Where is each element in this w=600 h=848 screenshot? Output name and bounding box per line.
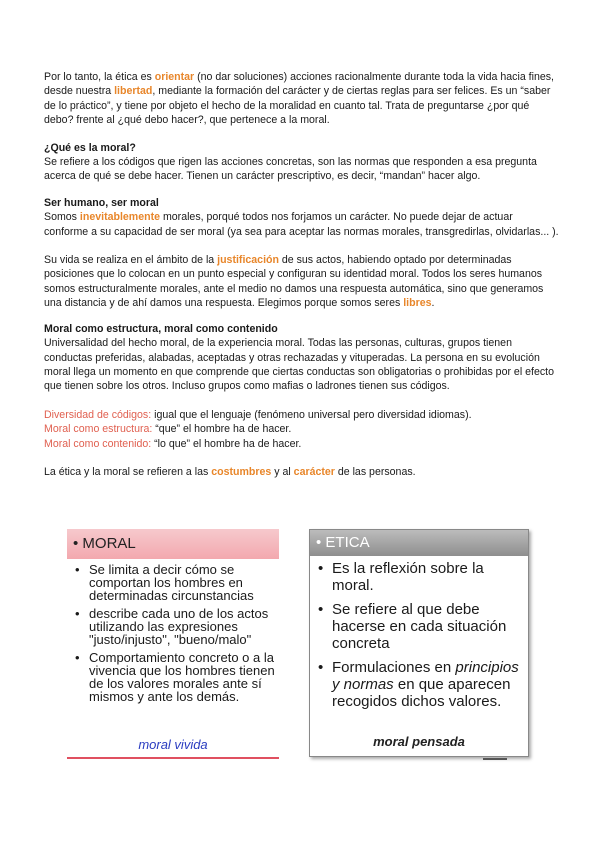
moral-definition-paragraph: Se refiere a los códigos que rigen las acciones concretas, son las normas que responden a esa pregunta acerca de qué se debe hacer. Tienen un carácter prescriptivo, es decir, “mandan” hacer algo. [44, 156, 537, 183]
ser-humano-paragraph: Somos inevitablemente morales, porqué todos nos forjamos un carácter. No puede dejar de actuar conforme a su capacidad de ser moral (ya sea para aceptar las normas morales, transgredirlas, olvidarlas... ). [44, 211, 559, 238]
heading-que-es-moral: ¿Qué es la moral? [44, 141, 136, 154]
moral-box-header: • MORAL [67, 529, 279, 559]
keyword-inevitablemente: inevitablemente [79, 211, 160, 224]
definitions-list [44, 408, 559, 451]
moral-pensada-label: moral pensada [373, 734, 465, 749]
list-item: • Comportamiento concreto o a la vivencia que los hombres tienen de los valores morales ante sí mismos y ante los demás. [75, 651, 275, 703]
moral-list [67, 559, 279, 703]
keyword-caracter: carácter [293, 465, 335, 478]
list-item: • Formulaciones en principios y normas en que aparecen recogidos dichos valores. [318, 659, 524, 710]
etica-list [310, 556, 528, 710]
justificacion-paragraph: Su vida se realiza en el ámbito de la justificación de sus actos, habiendo optado por determinadas posiciones que lo colocan en un punto especial y configuran su identidad moral. Todos los seres humanos somos estructuralmente morales, ante el medio no damos una respuesta automática, sino que generamos una distancia y de ahí damos una respuesta. Elegimos porque somos seres libres. [44, 254, 544, 310]
moral-box [67, 529, 279, 759]
etica-box-header: • ETICA [310, 530, 528, 556]
estructura-paragraph: Universalidad del hecho moral, de la experiencia moral. Todas las personas, culturas, grupos tienen conductas preferidas, alabadas, aceptadas y otras rechazadas y vituperadas. La persona en su evolución moral llega un momento en que comprende que ciertas conductas son obligatorias o prohibidas por el efecto que tienen sobre los otros. Incluso grupos como mafias o ladrones tienen sus códigos. [44, 337, 554, 393]
document-body [44, 70, 559, 479]
heading-moral-estructura: Moral como estructura, moral como contenido [44, 322, 278, 335]
heading-ser-humano: Ser humano, ser moral [44, 196, 159, 209]
moral-vivida-label: moral vivida [138, 737, 208, 752]
etica-box [309, 529, 529, 757]
keyword-libres: libres [403, 297, 432, 310]
list-item: • Se limita a decir cómo se comportan los hombres en determinadas circunstancias [75, 563, 275, 602]
keyword-justificacion: justificación [217, 254, 279, 267]
definition-item: Diversidad de códigos: igual que el lenguaje (fenómeno universal pero diversidad idiomas). [44, 408, 472, 421]
definition-item: Moral como estructura: “que” el hombre ha de hacer. [44, 423, 292, 436]
decorative-bar [483, 758, 507, 760]
comparison-graphic [67, 529, 527, 759]
list-item: • Es la reflexión sobre la moral. [318, 560, 524, 594]
definition-item: Moral como contenido: “lo que” el hombre ha de hacer. [44, 437, 302, 450]
list-item: • Se refiere al que debe hacerse en cada situación concreta [318, 601, 524, 652]
costumbres-paragraph: La ética y la moral se refieren a las costumbres y al carácter de las personas. [44, 465, 416, 478]
keyword-libertad: libertad [114, 85, 153, 98]
intro-paragraph: Por lo tanto, la ética es orientar (no dar soluciones) acciones racionalmente durante toda la vida hacia fines, desde nuestra libertad, mediante la formación del carácter y de ciertas reglas para ser felices. Es un “saber de lo práctico”, y tiene por objeto el hecho de la moralidad en cuanto tal. Trata de preguntarse ¿por qué debo? frente al ¿qué debo hacer?, que pertenece a la moral. [44, 71, 554, 127]
keyword-costumbres: costumbres [211, 465, 272, 478]
list-item: • describe cada uno de los actos utilizando las expresiones "justo/injusto", "bueno/malo" [75, 607, 275, 646]
keyword-orientar: orientar [154, 71, 195, 83]
